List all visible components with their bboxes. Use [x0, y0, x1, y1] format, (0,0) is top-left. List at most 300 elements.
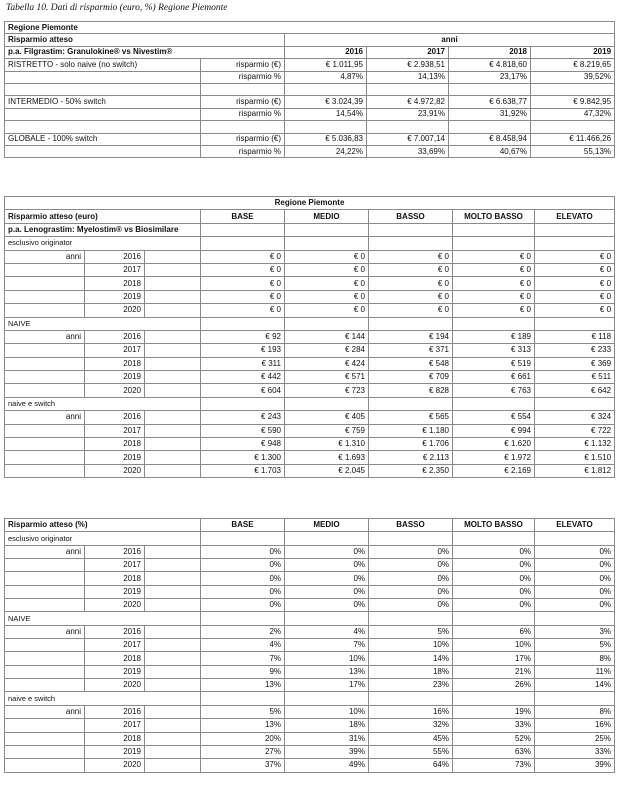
empty-cell — [201, 237, 285, 250]
data-row — [5, 732, 615, 745]
value-cell: € 2.045 — [285, 464, 369, 477]
value-cell: € 1.510 — [535, 451, 615, 464]
data-row — [5, 357, 615, 370]
scenario-header: ELEVATO — [535, 210, 615, 223]
value-cell: € 0 — [285, 263, 369, 276]
scenario-header: MOLTO BASSO — [453, 210, 535, 223]
value-cell: € 0 — [453, 263, 535, 276]
year-cell: 2020 — [85, 759, 145, 772]
value-cell: € 0 — [535, 290, 615, 303]
value-cell: 5% — [535, 639, 615, 652]
value-cell: 18% — [369, 665, 453, 678]
scenario-header: MEDIO — [285, 519, 369, 532]
empty-cell — [201, 223, 285, 236]
section-row — [5, 397, 615, 410]
value-cell: 0% — [535, 545, 615, 558]
empty-cell — [201, 532, 285, 545]
value-cell: € 511 — [535, 371, 615, 384]
value-cell: 0% — [285, 559, 369, 572]
section-row — [5, 612, 615, 625]
data-row — [5, 451, 615, 464]
value-cell: € 1.011,95 — [285, 59, 367, 71]
group-label: INTERMEDIO - 50% switch — [5, 96, 201, 108]
empty-cell — [145, 732, 201, 745]
value-cell: 25% — [535, 732, 615, 745]
value-cell: € 0 — [453, 250, 535, 263]
data-row — [5, 625, 615, 638]
value-cell: € 6.638,77 — [449, 96, 531, 108]
empty-cell — [531, 83, 615, 95]
metric-label: risparmio % — [201, 108, 285, 120]
value-cell: € 144 — [285, 330, 369, 343]
spacer-row — [5, 121, 615, 133]
value-cell: 21% — [453, 665, 535, 678]
empty-cell — [453, 223, 535, 236]
value-cell: 10% — [369, 639, 453, 652]
value-cell: € 548 — [369, 357, 453, 370]
empty-cell — [535, 532, 615, 545]
value-cell: € 0 — [201, 263, 285, 276]
year-cell: 2018 — [85, 357, 145, 370]
year-cell: 2020 — [85, 384, 145, 397]
value-cell: € 571 — [285, 371, 369, 384]
value-cell: 10% — [453, 639, 535, 652]
value-cell: € 324 — [535, 411, 615, 424]
empty-cell — [369, 397, 453, 410]
value-cell: 0% — [369, 599, 453, 612]
table-title: Risparmio atteso — [5, 34, 285, 46]
empty-cell — [369, 317, 453, 330]
empty-cell — [145, 277, 201, 290]
value-cell: € 1.812 — [535, 464, 615, 477]
empty-cell — [145, 679, 201, 692]
empty-cell — [145, 344, 201, 357]
year-cell: 2019 — [85, 371, 145, 384]
value-cell: € 722 — [535, 424, 615, 437]
data-row — [5, 572, 615, 585]
value-cell: € 193 — [201, 344, 285, 357]
value-cell: € 0 — [369, 250, 453, 263]
value-cell: 14,13% — [367, 71, 449, 83]
value-cell: 0% — [201, 599, 285, 612]
value-cell: 20% — [201, 732, 285, 745]
value-cell: € 2.350 — [369, 464, 453, 477]
year-cell: 2017 — [85, 344, 145, 357]
value-cell: € 0 — [201, 304, 285, 317]
value-cell: € 519 — [453, 357, 535, 370]
value-cell: 39% — [535, 759, 615, 772]
region-title: Regione Piemonte — [5, 197, 615, 210]
header-row — [5, 210, 615, 223]
empty-cell — [5, 639, 85, 652]
value-cell: € 0 — [535, 277, 615, 290]
group-label: RISTRETTO - solo naive (no switch) — [5, 59, 201, 71]
value-cell: 31% — [285, 732, 369, 745]
data-row — [5, 719, 615, 732]
value-cell: 5% — [201, 705, 285, 718]
data-row — [5, 304, 615, 317]
empty-cell — [145, 545, 201, 558]
value-cell: 23,91% — [367, 108, 449, 120]
header-row — [5, 519, 615, 532]
value-cell: € 2.938,51 — [367, 59, 449, 71]
year-cell: 2019 — [85, 745, 145, 758]
value-cell: 0% — [369, 572, 453, 585]
empty-cell — [5, 384, 85, 397]
value-cell: 14,54% — [285, 108, 367, 120]
value-cell: € 8.219,65 — [531, 59, 615, 71]
year-cell: 2020 — [85, 679, 145, 692]
empty-cell — [145, 304, 201, 317]
empty-cell — [5, 719, 85, 732]
value-cell: € 1.972 — [453, 451, 535, 464]
scenario-header: MEDIO — [285, 210, 369, 223]
value-cell: 3% — [535, 625, 615, 638]
year-cell: 2016 — [85, 705, 145, 718]
empty-cell — [453, 397, 535, 410]
value-cell: 45% — [369, 732, 453, 745]
value-cell: 17% — [453, 652, 535, 665]
data-row — [5, 145, 615, 157]
empty-cell — [145, 330, 201, 343]
value-cell: 33,69% — [367, 145, 449, 157]
value-cell: € 565 — [369, 411, 453, 424]
value-cell: € 948 — [201, 438, 285, 451]
empty-cell — [145, 625, 201, 638]
year-cell: 2017 — [85, 559, 145, 572]
year-cell: 2018 — [85, 572, 145, 585]
value-cell: € 0 — [453, 304, 535, 317]
value-cell: 8% — [535, 705, 615, 718]
empty-cell — [5, 464, 85, 477]
empty-cell — [369, 612, 453, 625]
value-cell: 0% — [535, 599, 615, 612]
value-cell: € 0 — [285, 250, 369, 263]
section-label: NAIVE — [5, 317, 201, 330]
value-cell: € 284 — [285, 344, 369, 357]
value-cell: € 1.706 — [369, 438, 453, 451]
value-cell: € 5.036,83 — [285, 133, 367, 145]
year-header: 2019 — [531, 46, 615, 58]
value-cell: € 2.113 — [369, 451, 453, 464]
empty-cell — [201, 121, 285, 133]
years-header: anni — [285, 34, 615, 46]
value-cell: 39,52% — [531, 71, 615, 83]
year-cell: 2016 — [85, 250, 145, 263]
data-row — [5, 133, 615, 145]
value-cell: € 8.458,94 — [449, 133, 531, 145]
value-cell: € 723 — [285, 384, 369, 397]
data-row — [5, 411, 615, 424]
empty-cell — [453, 692, 535, 705]
section-label: esclusivo originator — [5, 237, 201, 250]
years-label: anni — [5, 545, 85, 558]
years-label: anni — [5, 625, 85, 638]
year-cell: 2017 — [85, 719, 145, 732]
empty-cell — [145, 585, 201, 598]
data-row — [5, 438, 615, 451]
empty-cell — [5, 290, 85, 303]
empty-cell — [5, 572, 85, 585]
value-cell: € 1.693 — [285, 451, 369, 464]
data-row — [5, 96, 615, 108]
empty-cell — [535, 317, 615, 330]
value-cell: 33% — [535, 745, 615, 758]
value-cell: 73% — [453, 759, 535, 772]
value-cell: 64% — [369, 759, 453, 772]
year-header: 2017 — [367, 46, 449, 58]
section-row — [5, 237, 615, 250]
empty-cell — [5, 559, 85, 572]
value-cell: 37% — [201, 759, 285, 772]
region-row — [5, 22, 615, 34]
empty-cell — [369, 237, 453, 250]
empty-cell — [201, 317, 285, 330]
empty-cell — [453, 532, 535, 545]
product-label: p.a. Lenograstim: Myelostim® vs Biosimilare — [5, 223, 201, 236]
section-label: naive e switch — [5, 692, 201, 705]
empty-cell — [145, 424, 201, 437]
empty-cell — [449, 83, 531, 95]
empty-cell — [449, 121, 531, 133]
value-cell: € 0 — [201, 290, 285, 303]
empty-cell — [5, 304, 85, 317]
value-cell: 14% — [535, 679, 615, 692]
value-cell: € 1.703 — [201, 464, 285, 477]
value-cell: 11% — [535, 665, 615, 678]
year-cell: 2019 — [85, 451, 145, 464]
value-cell: 0% — [201, 572, 285, 585]
empty-cell — [285, 532, 369, 545]
value-cell: 14% — [369, 652, 453, 665]
year-cell: 2019 — [85, 665, 145, 678]
scenario-header: BASE — [201, 210, 285, 223]
empty-cell — [5, 83, 201, 95]
data-row — [5, 585, 615, 598]
empty-cell — [5, 108, 201, 120]
value-cell: € 3.024,39 — [285, 96, 367, 108]
value-cell: € 0 — [535, 263, 615, 276]
section-label: NAIVE — [5, 612, 201, 625]
value-cell: € 2.169 — [453, 464, 535, 477]
value-cell: 0% — [285, 585, 369, 598]
scenario-header: MOLTO BASSO — [453, 519, 535, 532]
empty-cell — [145, 559, 201, 572]
value-cell: 40,67% — [449, 145, 531, 157]
empty-cell — [5, 371, 85, 384]
empty-cell — [535, 223, 615, 236]
value-cell: 0% — [201, 559, 285, 572]
empty-cell — [201, 397, 285, 410]
data-row — [5, 384, 615, 397]
value-cell: € 92 — [201, 330, 285, 343]
year-cell: 2018 — [85, 652, 145, 665]
value-cell: € 0 — [369, 277, 453, 290]
value-cell: 55% — [369, 745, 453, 758]
empty-cell — [285, 397, 369, 410]
empty-cell — [5, 679, 85, 692]
empty-cell — [5, 759, 85, 772]
empty-cell — [369, 532, 453, 545]
table-caption: Tabella 10. Dati di risparmio (euro, %) Regione Piemonte — [6, 3, 228, 13]
section-label: esclusivo originator — [5, 532, 201, 545]
value-cell: € 424 — [285, 357, 369, 370]
data-row — [5, 263, 615, 276]
table-title: Risparmio atteso (euro) — [5, 210, 201, 223]
value-cell: 0% — [453, 572, 535, 585]
empty-cell — [145, 290, 201, 303]
value-cell: € 994 — [453, 424, 535, 437]
metric-label: risparmio % — [201, 71, 285, 83]
value-cell: 0% — [453, 585, 535, 598]
empty-cell — [285, 612, 369, 625]
value-cell: € 405 — [285, 411, 369, 424]
value-cell: € 189 — [453, 330, 535, 343]
year-cell: 2018 — [85, 277, 145, 290]
empty-cell — [201, 612, 285, 625]
data-row — [5, 424, 615, 437]
empty-cell — [145, 572, 201, 585]
empty-cell — [453, 612, 535, 625]
value-cell: 0% — [535, 572, 615, 585]
year-cell: 2016 — [85, 411, 145, 424]
data-row — [5, 639, 615, 652]
value-cell: 0% — [535, 585, 615, 598]
empty-cell — [145, 438, 201, 451]
value-cell: 23,17% — [449, 71, 531, 83]
region-row — [5, 197, 615, 210]
value-cell: € 1.180 — [369, 424, 453, 437]
value-cell: € 11.466,26 — [531, 133, 615, 145]
value-cell: 0% — [453, 545, 535, 558]
empty-cell — [5, 665, 85, 678]
value-cell: € 371 — [369, 344, 453, 357]
year-cell: 2016 — [85, 330, 145, 343]
value-cell: € 590 — [201, 424, 285, 437]
empty-cell — [5, 277, 85, 290]
value-cell: € 243 — [201, 411, 285, 424]
value-cell: 8% — [535, 652, 615, 665]
data-row — [5, 652, 615, 665]
scenario-header: BASSO — [369, 210, 453, 223]
value-cell: € 0 — [369, 290, 453, 303]
empty-cell — [201, 692, 285, 705]
empty-cell — [285, 317, 369, 330]
value-cell: 31,92% — [449, 108, 531, 120]
data-row — [5, 59, 615, 71]
years-label: anni — [5, 250, 85, 263]
empty-cell — [145, 665, 201, 678]
empty-cell — [145, 719, 201, 732]
data-row — [5, 277, 615, 290]
year-header: 2016 — [285, 46, 367, 58]
value-cell: 13% — [201, 679, 285, 692]
value-cell: 52% — [453, 732, 535, 745]
value-cell: € 0 — [201, 250, 285, 263]
group-label: GLOBALE - 100% switch — [5, 133, 201, 145]
empty-cell — [5, 145, 201, 157]
value-cell: 13% — [201, 719, 285, 732]
year-header: 2018 — [449, 46, 531, 58]
lenograstim-percent-table — [4, 518, 615, 773]
value-cell: 7% — [285, 639, 369, 652]
value-cell: € 1.620 — [453, 438, 535, 451]
value-cell: € 709 — [369, 371, 453, 384]
value-cell: € 554 — [453, 411, 535, 424]
value-cell: € 828 — [369, 384, 453, 397]
empty-cell — [535, 397, 615, 410]
value-cell: 4% — [201, 639, 285, 652]
empty-cell — [145, 639, 201, 652]
value-cell: € 759 — [285, 424, 369, 437]
value-cell: 39% — [285, 745, 369, 758]
data-row — [5, 759, 615, 772]
product-row — [5, 223, 615, 236]
empty-cell — [201, 83, 285, 95]
empty-cell — [145, 384, 201, 397]
data-row — [5, 108, 615, 120]
value-cell: 5% — [369, 625, 453, 638]
value-cell: 10% — [285, 652, 369, 665]
value-cell: € 642 — [535, 384, 615, 397]
value-cell: € 0 — [201, 277, 285, 290]
value-cell: € 442 — [201, 371, 285, 384]
value-cell: 0% — [201, 585, 285, 598]
year-cell: 2018 — [85, 732, 145, 745]
empty-cell — [5, 71, 201, 83]
years-label: anni — [5, 705, 85, 718]
empty-cell — [145, 263, 201, 276]
section-label: naive e switch — [5, 397, 201, 410]
empty-cell — [285, 237, 369, 250]
metric-label: risparmio % — [201, 145, 285, 157]
value-cell: 0% — [453, 599, 535, 612]
spacer-row — [5, 83, 615, 95]
year-cell: 2019 — [85, 290, 145, 303]
value-cell: 0% — [285, 545, 369, 558]
value-cell: 0% — [453, 559, 535, 572]
empty-cell — [5, 451, 85, 464]
year-cell: 2020 — [85, 599, 145, 612]
value-cell: 18% — [285, 719, 369, 732]
data-row — [5, 559, 615, 572]
empty-cell — [145, 652, 201, 665]
scenario-header: BASSO — [369, 519, 453, 532]
empty-cell — [453, 317, 535, 330]
value-cell: € 4.972,82 — [367, 96, 449, 108]
value-cell: € 0 — [369, 263, 453, 276]
value-cell: 33% — [453, 719, 535, 732]
empty-cell — [145, 745, 201, 758]
year-cell: 2018 — [85, 438, 145, 451]
year-cell: 2019 — [85, 585, 145, 598]
empty-cell — [145, 464, 201, 477]
header-row — [5, 34, 615, 46]
empty-cell — [5, 424, 85, 437]
value-cell: € 661 — [453, 371, 535, 384]
value-cell: 24,22% — [285, 145, 367, 157]
empty-cell — [5, 745, 85, 758]
product-label: p.a. Filgrastim: Granulokine® vs Nivestim® — [5, 46, 285, 58]
empty-cell — [145, 371, 201, 384]
empty-cell — [369, 223, 453, 236]
empty-cell — [367, 121, 449, 133]
year-cell: 2017 — [85, 424, 145, 437]
metric-label: risparmio (€) — [201, 96, 285, 108]
value-cell: € 1.300 — [201, 451, 285, 464]
empty-cell — [145, 250, 201, 263]
value-cell: 0% — [369, 585, 453, 598]
